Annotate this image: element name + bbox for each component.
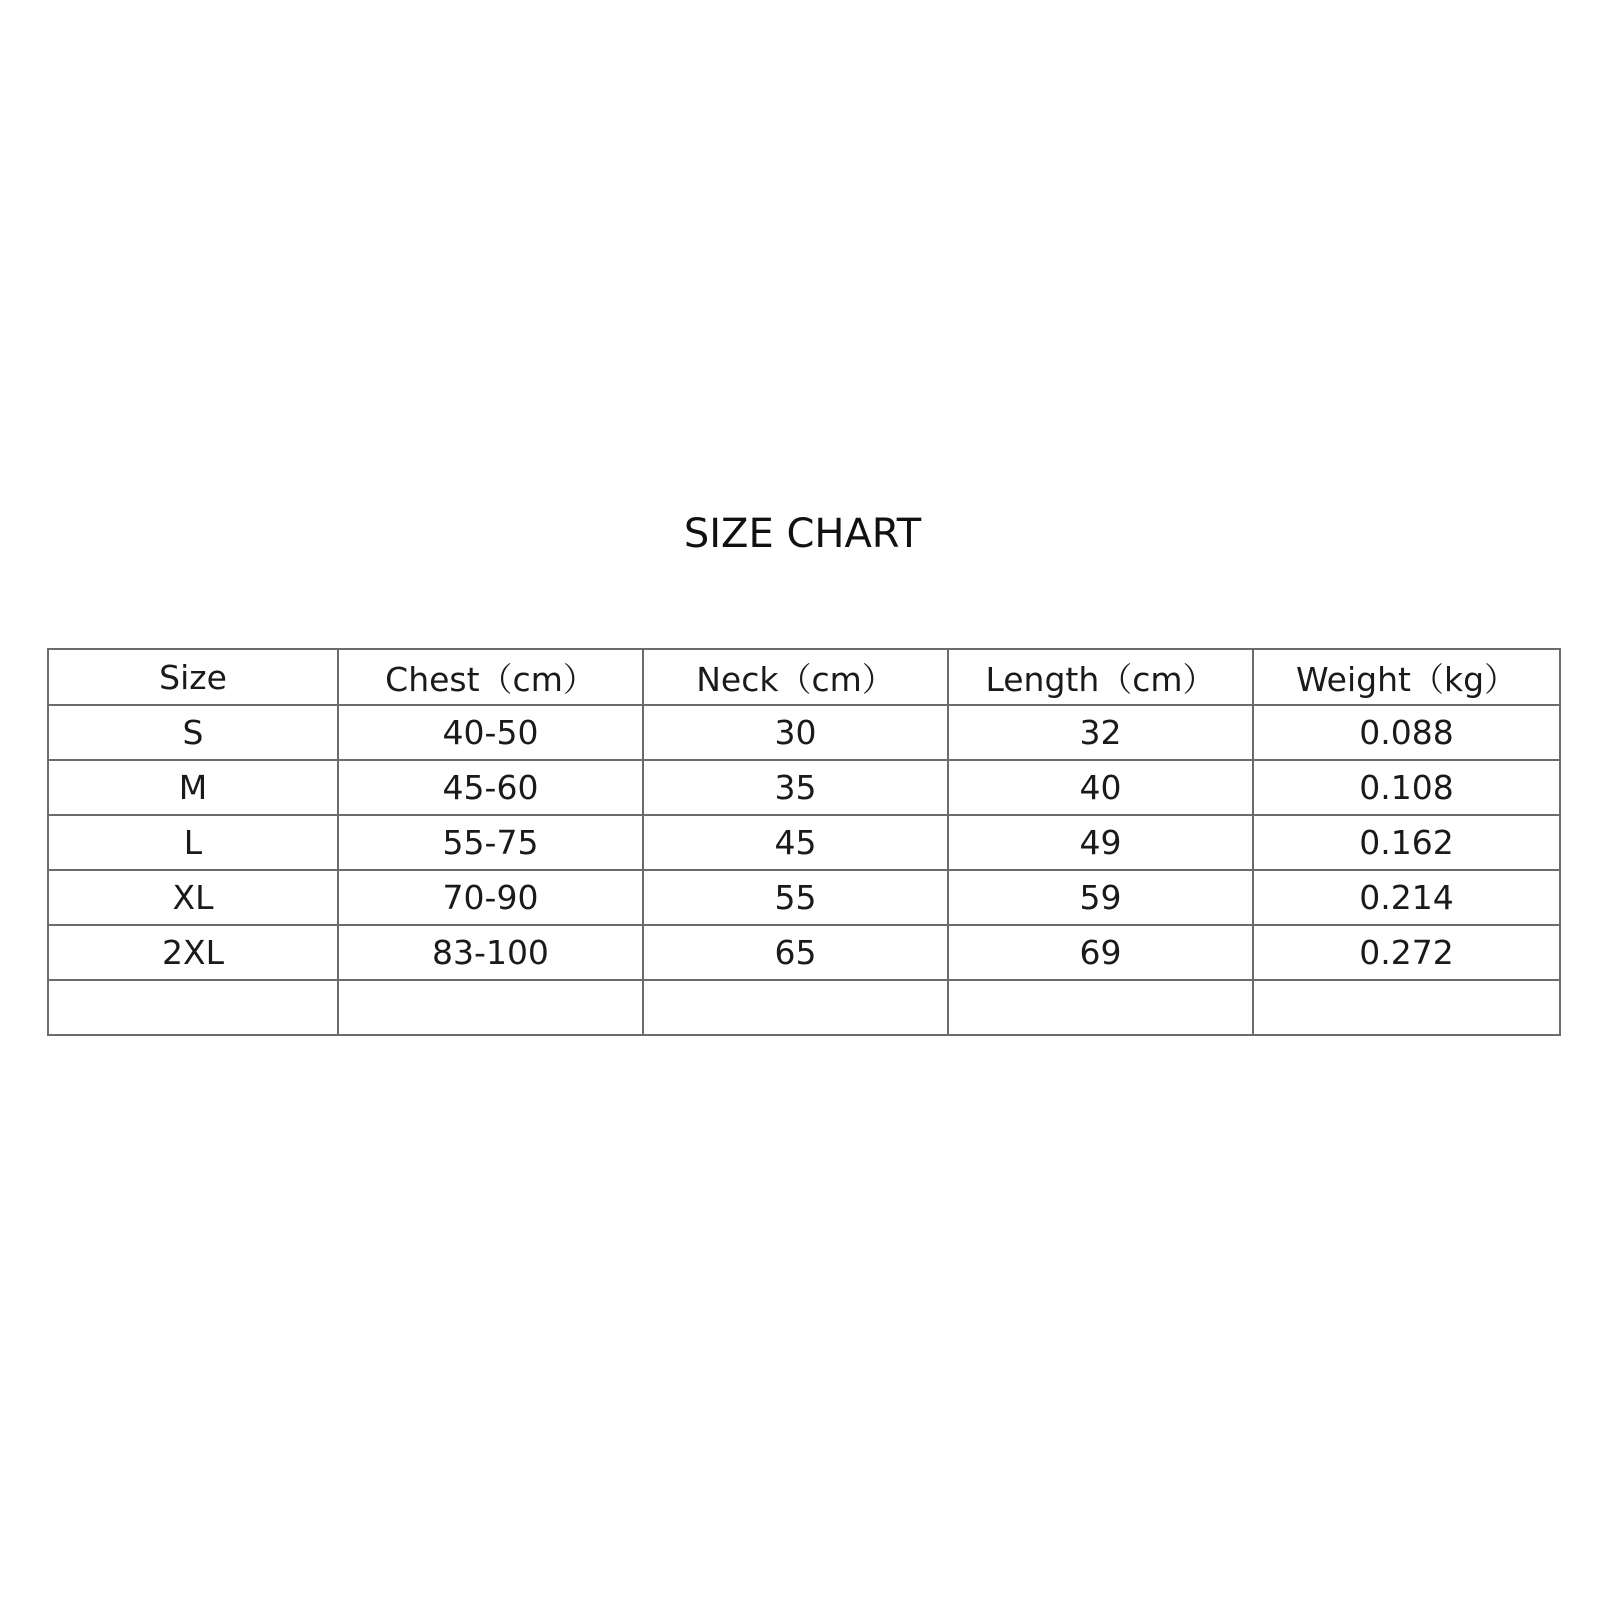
header-neck: Neck（cm）: [643, 649, 948, 705]
cell-weight: 0.108: [1253, 760, 1560, 815]
cell-length: 40: [948, 760, 1253, 815]
cell-chest: 45-60: [338, 760, 643, 815]
cell-chest: 70-90: [338, 870, 643, 925]
table-row-empty: [48, 980, 1560, 1035]
cell-neck: 55: [643, 870, 948, 925]
header-weight: Weight（kg）: [1253, 649, 1560, 705]
cell-weight: 0.214: [1253, 870, 1560, 925]
cell-neck: 30: [643, 705, 948, 760]
cell-weight: 0.272: [1253, 925, 1560, 980]
cell-chest: 40-50: [338, 705, 643, 760]
cell-neck: 35: [643, 760, 948, 815]
cell-chest: 55-75: [338, 815, 643, 870]
header-chest: Chest（cm）: [338, 649, 643, 705]
table-row: [48, 925, 1560, 980]
cell-empty: [643, 980, 948, 1035]
cell-neck: 65: [643, 925, 948, 980]
header-size: Size: [48, 649, 338, 705]
cell-size: XL: [48, 870, 338, 925]
cell-empty: [338, 980, 643, 1035]
cell-empty: [948, 980, 1253, 1035]
table-row: [48, 870, 1560, 925]
cell-weight: 0.088: [1253, 705, 1560, 760]
table-row: [48, 705, 1560, 760]
cell-length: 69: [948, 925, 1253, 980]
cell-length: 32: [948, 705, 1253, 760]
cell-neck: 45: [643, 815, 948, 870]
cell-empty: [1253, 980, 1560, 1035]
table-row: [48, 815, 1560, 870]
cell-empty: [48, 980, 338, 1035]
cell-length: 59: [948, 870, 1253, 925]
cell-size: S: [48, 705, 338, 760]
table-row: [48, 760, 1560, 815]
cell-chest: 83-100: [338, 925, 643, 980]
page-title: SIZE CHART: [683, 511, 922, 557]
table-header-row: [48, 649, 1560, 705]
cell-length: 49: [948, 815, 1253, 870]
header-length: Length（cm）: [948, 649, 1253, 705]
cell-size: M: [48, 760, 338, 815]
cell-size: 2XL: [48, 925, 338, 980]
cell-size: L: [48, 815, 338, 870]
cell-weight: 0.162: [1253, 815, 1560, 870]
size-chart-table: [47, 648, 1561, 1036]
